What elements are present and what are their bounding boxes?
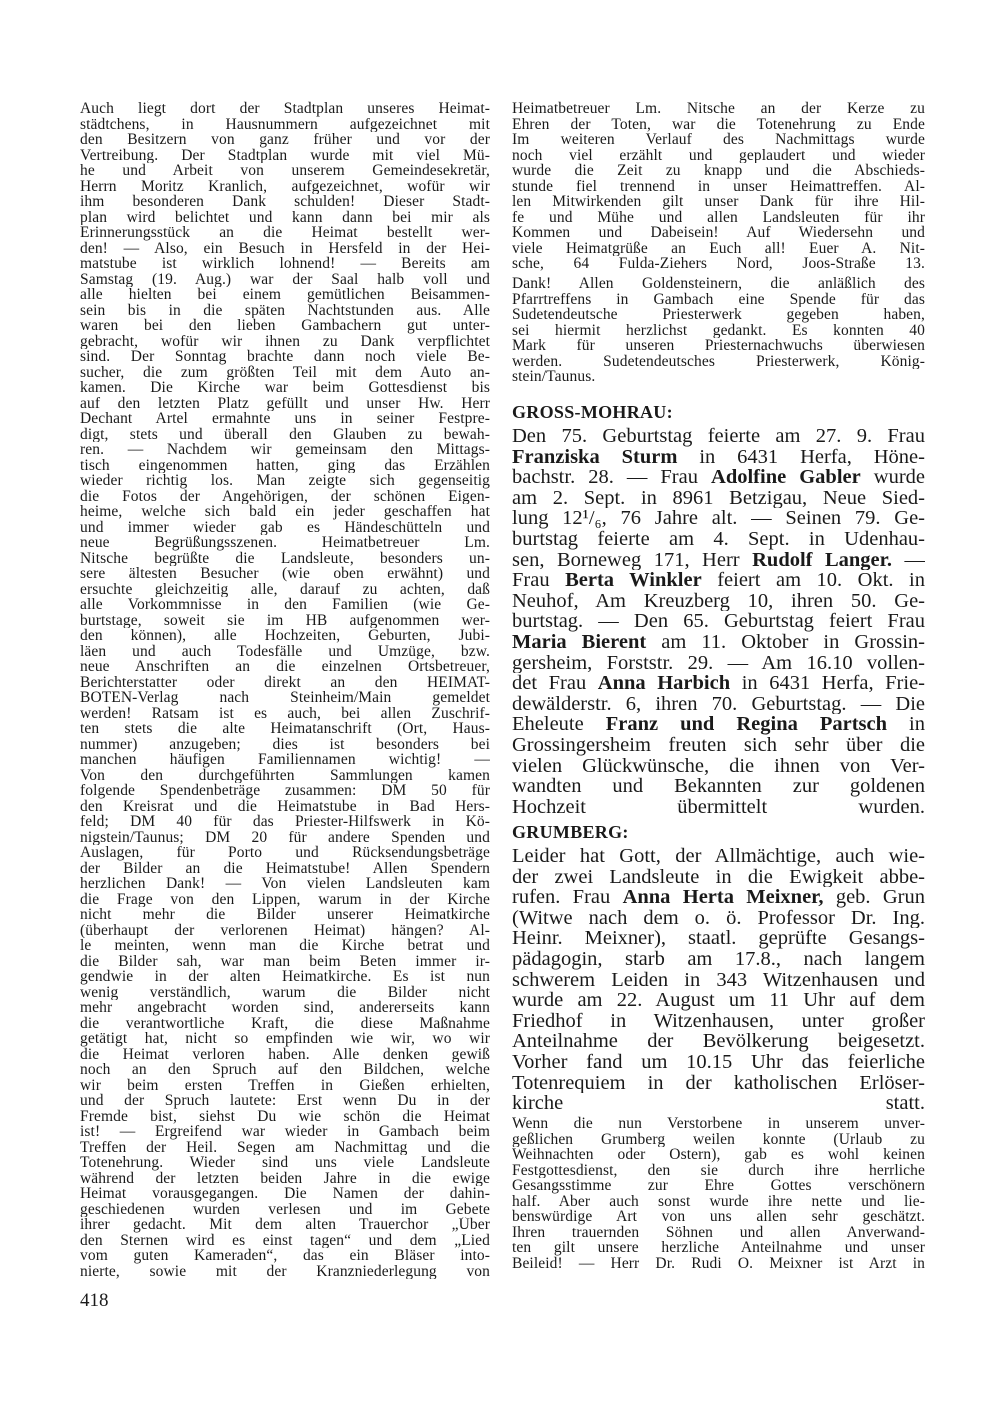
text-line	[512, 276, 925, 292]
section-heading-grumberg: GRUMBERG:	[512, 822, 629, 842]
text-segment: gebracht, wofür wir ihnen zu Dank verpflichtet	[80, 333, 490, 349]
text-line	[80, 737, 490, 753]
text-line	[80, 938, 490, 954]
text-line	[512, 846, 925, 867]
text-line	[80, 597, 490, 613]
text-segment: werden. Sudetendeutsches Priesterwerk, König-	[512, 353, 925, 369]
text-line	[80, 1093, 490, 1109]
text-segment: Vertreibung. Der Stadtplan wurde mit viel Mü-	[80, 147, 490, 163]
text-segment: ihrer gedacht. Mit dem alten Trauerchor „Über	[80, 1217, 490, 1233]
text-segment: he und Arbeit von unserem Gemeindesekretär,	[80, 163, 490, 179]
text-line	[512, 508, 925, 529]
text-line	[80, 349, 490, 365]
bold-name: Maria Bierent	[512, 631, 647, 653]
text-segment: alle Vorkommnisse in den Familien (wie Ge-	[80, 597, 490, 613]
text-line	[80, 892, 490, 908]
text-line	[512, 797, 925, 818]
text-segment: herzlichen Dank! — Von vielen Landsleuten kam	[80, 876, 490, 892]
text-segment: sucher, die zum größten Teil mit dem Auto an-	[80, 364, 490, 380]
text-segment: Mark für unseren Priesternachwuchs überwiesen	[512, 338, 925, 354]
text-segment: Frau	[512, 570, 566, 591]
text-segment: Hochzeit übermittelt wurden.	[512, 796, 925, 818]
text-line	[512, 117, 925, 133]
text-segment: mehr angebracht worden sind, andererseits kann	[80, 1000, 490, 1016]
text-segment: die Fotos der Angehörigen, der schönen Eigen-	[80, 488, 490, 504]
text-line	[512, 632, 925, 653]
text-line	[80, 225, 490, 241]
text-line	[512, 256, 925, 272]
text-segment: sere ältesten Besucher (wie oben erwähnt) und	[80, 566, 490, 582]
text-segment: wir beim ersten Treffen in Gießen erhielten,	[80, 1077, 490, 1093]
text-line	[80, 969, 490, 985]
text-segment: feiert am 10. Okt. in	[701, 570, 925, 591]
text-line	[512, 148, 925, 164]
text-segment: nummer) anzugeben; dies ist besonders bei	[80, 736, 490, 752]
text-segment: manchen häufigen Familiennamen wichtig! —	[80, 752, 490, 768]
text-line	[80, 783, 490, 799]
text-line	[80, 1124, 490, 1140]
text-line	[512, 1163, 925, 1179]
text-segment: Heimatbetreuer Lm. Nitsche an der Kerze zu	[512, 101, 925, 117]
text-line	[512, 1011, 925, 1032]
text-line	[80, 535, 490, 551]
text-line	[80, 706, 490, 722]
text-segment: det Frau	[512, 673, 598, 694]
text-line	[512, 467, 925, 488]
text-line	[80, 1155, 490, 1171]
text-segment: ren. — Nachdem wir gemeinsam den Mittags-	[80, 442, 490, 458]
text-segment: alle hielten bei einem gemütlichen Beisammen-	[80, 287, 490, 303]
text-segment: Ihren trauernden Söhnen und allen Anverwand-	[512, 1224, 925, 1240]
text-segment: sein bis in die späten Nachtstunden aus. Alle	[80, 302, 490, 318]
left-column-text	[80, 101, 490, 1279]
text-line	[512, 1240, 925, 1256]
text-line	[512, 1256, 925, 1272]
text-segment: (überhaupt der verlorenen Heimat) hängen? Al-	[80, 922, 490, 938]
page-number: 418	[80, 1290, 109, 1311]
text-segment: Totenehrung. Wieder sind uns viele Landsleute	[80, 1155, 490, 1171]
text-segment: Herrn Moritz Kranlich, aufgezeichnet, wofür wir	[80, 178, 490, 194]
text-line	[512, 776, 925, 797]
text-segment: den Kreisrat und die Heimatstube in Bad Hers-	[80, 798, 490, 814]
text-line	[80, 752, 490, 768]
text-line	[80, 721, 490, 737]
text-segment: len Mitwirkenden gilt unser Dank für ihre Hil-	[512, 194, 925, 210]
text-line	[512, 714, 925, 735]
text-line	[512, 179, 925, 195]
text-line	[80, 287, 490, 303]
text-line	[512, 529, 925, 550]
text-line	[80, 628, 490, 644]
text-line	[80, 1202, 490, 1218]
text-line	[512, 673, 925, 694]
right-paragraph-totenehrung	[512, 101, 925, 272]
text-line	[80, 427, 490, 443]
bold-name: Adolfine Gabler	[711, 467, 861, 488]
text-segment: ten stets die alte Heimatanschrift (Ort, Haus-	[80, 721, 490, 737]
text-line	[80, 411, 490, 427]
text-line	[80, 1140, 490, 1156]
text-segment: ihm besonderen Dank schulden! Dieser Stadt-	[80, 194, 490, 210]
text-segment: die Bilder sah, war man beim Beten immer ir-	[80, 953, 490, 969]
text-line	[512, 1178, 925, 1194]
text-line	[80, 396, 490, 412]
text-line	[512, 447, 925, 468]
text-segment: in 6431 Herfa, Frie-	[730, 673, 925, 694]
text-line	[80, 566, 490, 582]
text-segment: dewälderstr. 6, ihren 70. Geburtstag. — Die	[512, 693, 925, 715]
text-line	[512, 225, 925, 241]
bold-name: Rudolf Langer.	[752, 549, 892, 571]
text-segment: half. Aber auch sonst wurde ihre nette und lie-	[512, 1193, 925, 1209]
text-segment: Festgottesdienst, den sie durch ihre herrliche	[512, 1162, 925, 1178]
text-segment: den können), alle Hochzeiten, Geburten, Jubi-	[80, 628, 490, 644]
text-segment: geb. Grun	[823, 887, 925, 908]
text-line	[512, 887, 925, 908]
text-segment: neue Begrüßungsszenen. Heimatbetreuer Lm.	[80, 535, 490, 551]
text-line	[80, 179, 490, 195]
text-segment: sen, Borneweg 171, Herr	[512, 549, 753, 571]
text-segment: (Witwe nach dem o. ö. Professor Dr. Ing.	[512, 907, 925, 929]
text-segment: viele Heimatgrüße an Euch all! Euer A. Nit-	[512, 240, 925, 256]
text-segment: pädagogin, starb am 17.8., nach langem	[512, 948, 925, 970]
grumberg-small-text	[512, 1116, 925, 1271]
text-line	[80, 1016, 490, 1032]
text-segment: die Heimat verloren haben. Alle denken gewiß	[80, 1046, 490, 1062]
text-line	[512, 194, 925, 210]
text-segment: und immer wieder gab es Händeschütteln und	[80, 519, 490, 535]
text-line	[80, 876, 490, 892]
text-line	[80, 318, 490, 334]
text-segment: Erinnerungsstück an die Heimat bestellt wer-	[80, 225, 490, 241]
text-segment: benswürdige Art von uns allen sehr geschätzt.	[512, 1209, 925, 1225]
text-segment: Leider hat Gott, der Allmächtige, auch wie-	[512, 846, 925, 867]
text-line	[80, 256, 490, 272]
text-line	[80, 303, 490, 319]
text-segment: tisch eingenommen hatten, ging das Erzählen	[80, 457, 490, 473]
text-line	[80, 1000, 490, 1016]
text-line	[80, 442, 490, 458]
text-segment: Eheleute	[512, 714, 606, 735]
text-segment: geßlichen Grumberg weilen konnte (Urlaub zu	[512, 1131, 925, 1147]
text-line	[80, 799, 490, 815]
text-line	[80, 132, 490, 148]
text-line	[80, 504, 490, 520]
text-segment: geschiedenen wurden verlesen und im Gebete	[80, 1201, 490, 1217]
text-segment: le meinten, wenn man die Kirche betrat und	[80, 938, 490, 954]
text-segment: wurde die Zeit zu knapp und die Abschieds-	[512, 163, 925, 179]
text-segment: Heinr. Meixner), staatl. geprüfte Gesangs-	[512, 928, 925, 949]
text-line	[80, 690, 490, 706]
text-line	[512, 1116, 925, 1132]
text-segment: Im weiteren Verlauf des Nachmittags wurde	[512, 132, 925, 148]
text-line	[512, 1093, 925, 1114]
text-line	[80, 845, 490, 861]
text-segment: der zwei Landsleute in die Ewigkeit abbe-	[512, 866, 925, 888]
text-line	[512, 369, 925, 385]
text-segment: Vorher fand um 10.15 Uhr das feierliche	[512, 1051, 925, 1073]
section-heading-gross-mohrau: GROSS-MOHRAU:	[512, 402, 673, 422]
text-line	[80, 272, 490, 288]
text-segment: nigstein/Taunus; DM 20 für andere Spenden und	[80, 829, 490, 845]
text-segment: Auslagen, für Porto und Rücksendungsbeträge	[80, 845, 490, 861]
text-line	[512, 1194, 925, 1210]
text-segment: getätigt hat, nicht so empfinden wie wir, wo wir	[80, 1031, 490, 1047]
text-segment: die verantwortliche Kraft, die diese Maßnahme	[80, 1015, 490, 1031]
text-line	[80, 194, 490, 210]
gross-mohrau-text	[512, 426, 925, 817]
text-segment: ersuchte gleichzeitig alle, darauf zu achten, daß	[80, 581, 490, 597]
text-line	[512, 1031, 925, 1052]
text-line	[512, 653, 925, 674]
text-segment: —	[892, 549, 925, 571]
text-segment: Heimat vorausgegangen. Die Namen der dahin-	[80, 1186, 490, 1202]
text-line	[512, 611, 925, 632]
text-segment: sche, 64 Fulda-Ziehers Nord, Joos-Straße 13.	[512, 256, 925, 272]
text-segment: Pfarrtreffens in Gambach eine Spende für das	[512, 291, 925, 307]
text-segment: folgende Spendenbeträge zusammen: DM 50 für	[80, 783, 490, 799]
text-segment: Von den durchgeführten Sammlungen kamen	[80, 767, 490, 783]
text-line	[512, 735, 925, 756]
text-segment: waren bei den lieben Gambachern gut unter-	[80, 318, 490, 334]
text-segment: feld; DM 40 für das Priester-Hilfswerk in Kö-	[80, 814, 490, 830]
text-line	[80, 675, 490, 691]
text-line	[512, 307, 925, 323]
text-line	[80, 1217, 490, 1233]
text-line	[80, 954, 490, 970]
text-segment: Kommen und Dabeisein! Auf Wiedersehn und	[512, 225, 925, 241]
text-line	[512, 163, 925, 179]
bold-name: Anna Herta Meixner,	[622, 887, 824, 908]
text-segment: den Sternen wird es einst tagen“ und dem „Lied	[80, 1232, 490, 1248]
text-segment: nierte, sowie mit der Kranzniederlegung von	[80, 1263, 490, 1279]
text-segment: Wenn die nun Verstorbene in unserem unver-	[512, 1116, 925, 1132]
text-segment: fe und Mühe und allen Landsleuten für ihr	[512, 209, 925, 225]
text-line	[80, 1264, 490, 1280]
text-segment: Gesangsstimme zur Ehre Gottes verschönern	[512, 1178, 925, 1194]
bold-name: Franziska Sturm	[512, 446, 678, 468]
text-segment: Totenrequiem in der katholischen Erlöser-	[512, 1072, 925, 1094]
text-line	[80, 923, 490, 939]
text-segment: burtstage, soweit sie im HB aufgenommen wer-	[80, 612, 490, 628]
text-segment: wenig verständlich, warum die Bilder nicht	[80, 984, 490, 1000]
text-segment: noch viel erzählt und geplaudert und wieder	[512, 147, 925, 163]
text-line	[80, 148, 490, 164]
text-segment: Ehren der Toten, war die Totenehrung zu Ende	[512, 116, 925, 132]
text-segment: Neuhof, Am Kreuzberg 10, ihren 50. Ge-	[512, 590, 925, 612]
text-line	[80, 334, 490, 350]
text-line	[80, 861, 490, 877]
text-segment: ist! — Ergreifend war wieder in Gambach beim	[80, 1124, 490, 1140]
text-line	[512, 241, 925, 257]
text-segment: Weihnachten oder Ostern), gab es wohl keinen	[512, 1147, 925, 1163]
text-line	[512, 928, 925, 949]
text-line	[80, 101, 490, 117]
text-segment: kirche statt.	[512, 1093, 925, 1114]
text-segment: läen und auch Todesfälle und Umzüge, bzw.	[80, 643, 490, 659]
text-line	[80, 1248, 490, 1264]
text-segment: Fremde bist, siehst Du wie schön die Heimat	[80, 1108, 490, 1124]
text-line	[512, 1052, 925, 1073]
text-segment: Auch liegt dort der Stadtplan unseres Heimat-	[80, 101, 490, 117]
text-segment: Grossingersheim freuten sich sehr über die	[512, 734, 925, 756]
text-line	[512, 1225, 925, 1241]
text-line	[80, 551, 490, 567]
text-segment: gersheim, Forststr. 29. — Am 16.10 vollen-	[512, 652, 925, 674]
text-line	[512, 210, 925, 226]
text-line	[512, 132, 925, 148]
text-segment: Anteilnahme der Bevölkerung beigesetzt.	[512, 1031, 925, 1052]
text-line	[80, 1047, 490, 1063]
text-line	[512, 101, 925, 117]
text-segment: Berichterstatter oder direkt an den HEIMAT-	[80, 674, 490, 690]
text-line	[80, 210, 490, 226]
text-segment: in	[887, 714, 925, 735]
text-segment: städtchens, in Hausnummern aufgezeichnet mit	[80, 116, 490, 132]
text-segment: heime, welche sich bald ein jeder geschaffen hat	[80, 504, 490, 520]
text-segment: die Frage von den Lippen, warum in der Kirche	[80, 891, 490, 907]
text-line	[80, 659, 490, 675]
text-line	[512, 1209, 925, 1225]
right-paragraph-dank	[512, 276, 925, 385]
text-line	[80, 985, 490, 1001]
text-line	[80, 473, 490, 489]
text-line	[512, 488, 925, 509]
text-segment: burtstag. — Den 65. Geburtstag feiert Frau	[512, 611, 925, 632]
text-line	[80, 1062, 490, 1078]
text-segment: sind. Der Sonntag brachte dann noch viele Be-	[80, 349, 490, 365]
text-line	[80, 814, 490, 830]
bold-name: Berta Winkler	[565, 570, 702, 591]
text-segment: Beileid! — Herr Dr. Rudi O. Meixner ist Arzt in	[512, 1255, 925, 1271]
text-segment: Friedhof in Witzenhausen, unter großer	[512, 1010, 925, 1032]
text-line	[512, 694, 925, 715]
text-line	[80, 520, 490, 536]
text-line	[512, 908, 925, 929]
text-line	[80, 1031, 490, 1047]
text-segment: am 11. Oktober in Grossin-	[646, 631, 925, 653]
text-segment: den! — Also, ein Besuch in Hersfeld in der Hei-	[80, 240, 490, 256]
text-segment: wieder richtig los. Man zeigte sich gegenseitig	[80, 473, 490, 489]
text-segment: in 6431 Herfa, Höne-	[677, 446, 925, 468]
text-line	[80, 1186, 490, 1202]
text-line	[512, 1073, 925, 1094]
text-line	[512, 970, 925, 991]
text-segment: plan wird belichtet und kann dann bei mir als	[80, 209, 490, 225]
text-line	[80, 380, 490, 396]
text-line	[512, 426, 925, 447]
text-segment: wurde	[860, 467, 925, 488]
bold-name: Franz und Regina Partsch	[605, 714, 888, 735]
text-line	[80, 458, 490, 474]
text-line	[512, 591, 925, 612]
text-segment: ten gilt unsere herzliche Anteilnahme und unser	[512, 1240, 925, 1256]
text-segment: schwerem Leiden in 343 Witzenhausen und	[512, 969, 925, 991]
text-line	[80, 613, 490, 629]
text-segment: bachstr. 28. — Frau	[512, 467, 712, 488]
text-segment: Samstag (19. Aug.) war der Saal halb voll und	[80, 271, 490, 287]
text-segment: Sudetendeutsche Priesterwerk gegeben haben,	[512, 307, 925, 323]
text-segment: burtstag feierte am 4. Sept. in Udenhau-	[512, 528, 925, 550]
text-line	[512, 1132, 925, 1148]
text-segment: wandten und Bekannten zur goldenen	[512, 776, 925, 797]
text-segment: stunde fiel trennend in unser Heimattreffen. Al-	[512, 178, 925, 194]
text-line	[512, 1147, 925, 1163]
text-segment: Den 75. Geburtstag feierte am 27. 9. Frau	[512, 426, 925, 447]
text-segment: während der letzten beiden Jahre in die ewige	[80, 1170, 490, 1186]
text-segment: Dechant Artel ermahnte uns in seiner Festpre-	[80, 411, 490, 427]
text-line	[80, 1109, 490, 1125]
text-segment: vom guten Kameraden“, das ein Bläser into-	[80, 1248, 490, 1264]
text-segment: vielen Glückwünsche, die ihnen von Ver-	[512, 755, 925, 777]
text-line	[80, 644, 490, 660]
text-segment: werden! Ratsam ist es auch, bei allen Zuschrif-	[80, 705, 490, 721]
grumberg-text	[512, 846, 925, 1114]
text-line	[512, 990, 925, 1011]
text-segment: BOTEN-Verlag nach Steinheim/Main gemeldet	[80, 690, 490, 706]
text-line	[80, 489, 490, 505]
text-line	[80, 117, 490, 133]
text-line	[512, 949, 925, 970]
text-segment: gendwie in der alten Heimatkirche. Es ist nun	[80, 969, 490, 985]
bold-name: Anna Harbich	[597, 673, 731, 694]
text-segment: neue Anschriften an die einzelnen Ortsbetreuer,	[80, 659, 490, 675]
text-line	[512, 354, 925, 370]
text-segment: kamen. Die Kirche war beim Gottesdienst bis	[80, 380, 490, 396]
text-segment: sei hiermit herzlichst gedankt. Es konnten 40	[512, 322, 925, 338]
text-line	[512, 756, 925, 777]
text-segment: rufen. Frau	[512, 887, 623, 908]
text-line	[512, 867, 925, 888]
text-line	[80, 163, 490, 179]
text-segment: Nitsche begrüßte die Landsleute, besonders un-	[80, 550, 490, 566]
text-segment: Dank! Allen Goldensteinern, die anläßlich des	[512, 276, 925, 292]
text-segment: nicht mehr die Bilder unserer Heimatkirche	[80, 907, 490, 923]
text-line	[512, 323, 925, 339]
text-segment: auf den letzten Platz gefüllt und unser Hw. Herr	[80, 395, 490, 411]
text-segment: Treffen der Heil. Segen am Nachmittag und die	[80, 1139, 490, 1155]
text-segment: wurde am 22. August um 11 Uhr auf dem	[512, 990, 925, 1011]
text-segment: stein/Taunus.	[512, 369, 596, 385]
text-segment: den Besitzern von ganz früher und vor der	[80, 132, 490, 148]
text-line	[512, 338, 925, 354]
text-line	[80, 830, 490, 846]
text-line	[80, 907, 490, 923]
text-line	[80, 365, 490, 381]
text-line	[80, 1233, 490, 1249]
text-segment: noch an den Spruch auf den Bildchen, welche	[80, 1062, 490, 1078]
text-line	[80, 241, 490, 257]
text-segment: der Bilder an die Heimatstube! Allen Spendern	[80, 860, 490, 876]
text-line	[512, 570, 925, 591]
text-segment: lung 12¹/₆, 76 Jahre alt. — Seinen 79. Ge-	[512, 508, 925, 529]
text-segment: digt, stets und überall den Glauben zu bewah-	[80, 426, 490, 442]
text-segment: am 2. Sept. in 8961 Betzigau, Neue Sied-	[512, 487, 925, 509]
text-line	[80, 1171, 490, 1187]
text-line	[512, 550, 925, 571]
text-segment: matstube ist wirklich lohnend! — Bereits am	[80, 256, 490, 272]
text-line	[80, 582, 490, 598]
text-segment: und der Spruch lautete: Erst wenn Du in der	[80, 1093, 490, 1109]
text-line	[512, 292, 925, 308]
text-line	[80, 1078, 490, 1094]
text-line	[80, 768, 490, 784]
